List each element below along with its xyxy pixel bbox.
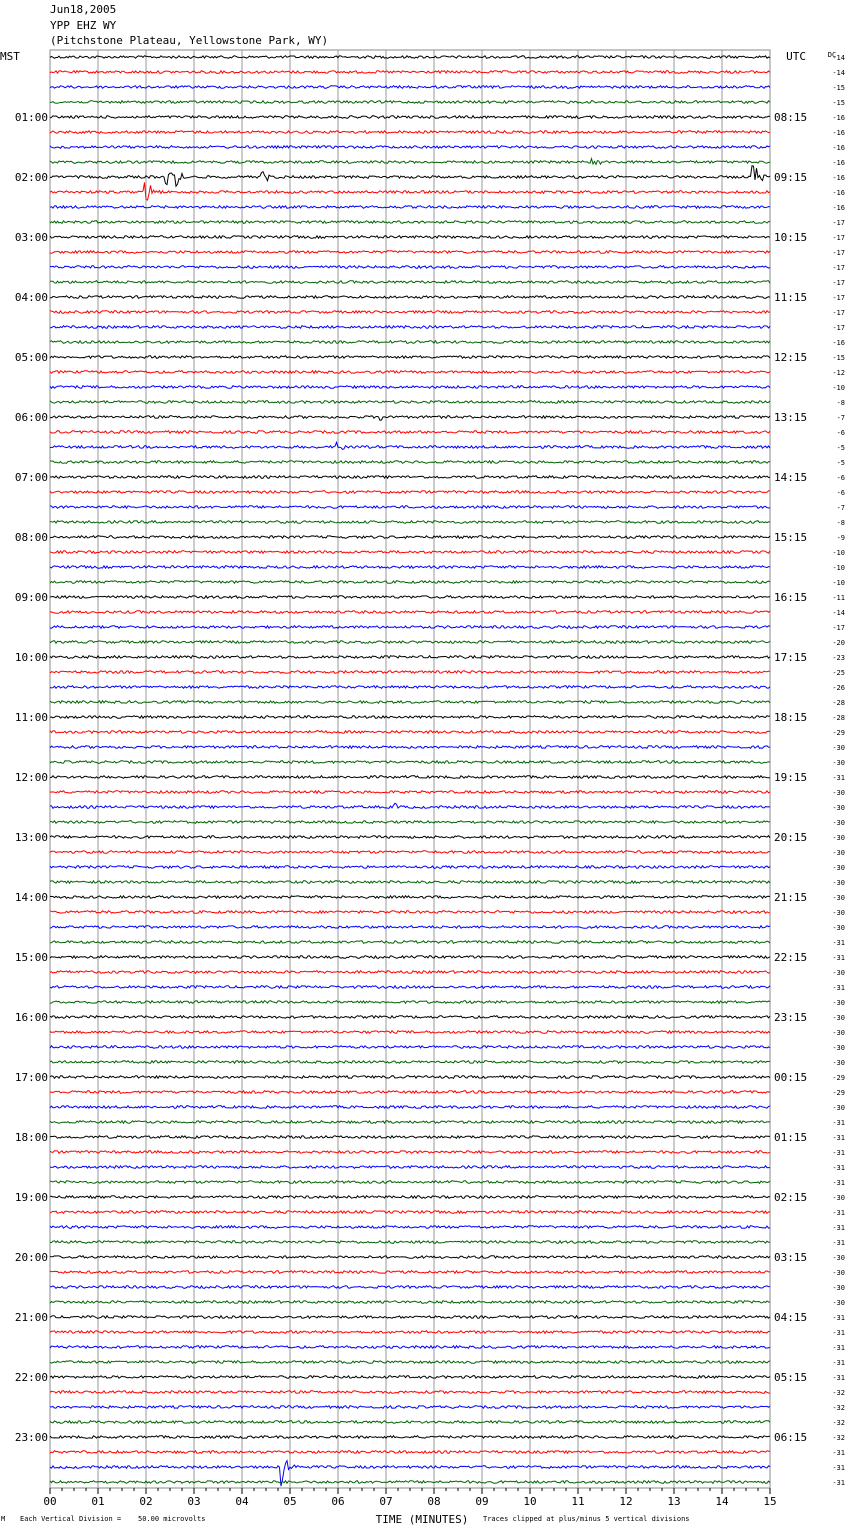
seismic-trace <box>50 296 770 299</box>
seismic-trace <box>50 1226 770 1229</box>
seismic-trace <box>50 731 770 734</box>
dc-offset-label: -6 <box>836 489 845 497</box>
right-hour-label: 11:15 <box>774 291 808 304</box>
dc-offset-label: -29 <box>832 729 845 737</box>
x-tick-label: 09 <box>475 1495 489 1508</box>
seismic-trace <box>50 1031 770 1034</box>
right-hour-label: 02:15 <box>774 1191 808 1204</box>
right-hour-label: 18:15 <box>774 711 808 724</box>
right-hour-label: 21:15 <box>774 891 808 904</box>
x-tick-label: 05 <box>283 1495 297 1508</box>
seismic-trace <box>50 1481 770 1484</box>
dc-offset-label: -16 <box>832 174 845 182</box>
dc-offset-label: -30 <box>832 744 845 752</box>
seismic-trace <box>50 956 770 959</box>
seismic-trace <box>50 416 770 421</box>
dc-offset-label: -10 <box>832 579 845 587</box>
seismic-trace <box>50 1091 770 1094</box>
seismic-trace <box>50 131 770 134</box>
dc-offset-label: -31 <box>832 1344 845 1352</box>
right-hour-label: 20:15 <box>774 831 808 844</box>
dc-offset-label: -31 <box>832 1479 845 1487</box>
x-tick-label: 15 <box>763 1495 777 1508</box>
seismic-trace <box>50 1121 770 1124</box>
seismic-trace <box>50 803 770 808</box>
chart-date: Jun18,2005 <box>50 3 117 16</box>
dc-offset-label: -30 <box>832 849 845 857</box>
dc-offset-label: -31 <box>832 1449 845 1457</box>
seismic-trace <box>50 326 770 329</box>
dc-offset-label: -30 <box>832 819 845 827</box>
dc-offset-label: -30 <box>832 1254 845 1262</box>
seismic-trace <box>50 566 770 569</box>
seismic-trace <box>50 1301 770 1304</box>
x-tick-label: 13 <box>667 1495 681 1508</box>
seismic-trace <box>50 1136 770 1139</box>
dc-offset-label: -16 <box>832 159 845 167</box>
dc-offset-label: -26 <box>832 684 845 692</box>
seismic-trace <box>50 1316 770 1319</box>
seismic-trace <box>50 56 770 59</box>
left-hour-label: 12:00 <box>14 771 48 784</box>
seismic-trace <box>50 71 770 74</box>
dc-offset-label: -30 <box>832 864 845 872</box>
dc-offset-label: -32 <box>832 1404 845 1412</box>
left-hour-label: 19:00 <box>14 1191 48 1204</box>
seismic-trace <box>50 551 770 554</box>
right-hour-label: 06:15 <box>774 1431 808 1444</box>
right-hour-label: 16:15 <box>774 591 808 604</box>
right-hour-label: 12:15 <box>774 351 808 364</box>
seismic-trace <box>50 1196 770 1199</box>
right-hour-label: 15:15 <box>774 531 808 544</box>
dc-offset-label: -15 <box>832 84 845 92</box>
seismic-trace <box>50 701 770 704</box>
dc-offset-label: -28 <box>832 699 845 707</box>
right-hour-label: 04:15 <box>774 1311 808 1324</box>
dc-offset-label: -7 <box>836 504 845 512</box>
dc-offset-label: -17 <box>832 279 845 287</box>
x-tick-label: 04 <box>235 1495 249 1508</box>
seismic-trace <box>50 641 770 644</box>
seismic-trace <box>50 401 770 404</box>
dc-offset-label: -17 <box>832 624 845 632</box>
dc-offset-label: -16 <box>832 204 845 212</box>
dc-offset-label: -31 <box>832 1164 845 1172</box>
dc-offset-label: -17 <box>832 219 845 227</box>
x-axis-label: TIME (MINUTES) <box>375 1513 469 1526</box>
station-location: (Pitchstone Plateau, Yellowstone Park, WY) <box>50 34 329 47</box>
seismic-trace <box>50 1436 770 1439</box>
x-tick-label: 14 <box>715 1495 729 1508</box>
right-hour-label: 10:15 <box>774 231 808 244</box>
dc-offset-label: -31 <box>832 984 845 992</box>
seismic-trace <box>50 221 770 224</box>
x-tick-label: 11 <box>571 1495 585 1508</box>
seismic-trace <box>50 521 770 524</box>
dc-offset-label: -30 <box>832 969 845 977</box>
left-hour-label: 17:00 <box>14 1071 48 1084</box>
left-hour-label: 23:00 <box>14 1431 48 1444</box>
seismic-trace <box>50 1016 770 1019</box>
dc-offset-label: -6 <box>836 429 845 437</box>
dc-offset-label: -7 <box>836 414 845 422</box>
seismic-trace <box>50 1046 770 1049</box>
right-hour-label: 22:15 <box>774 951 808 964</box>
seismic-trace <box>50 1286 770 1289</box>
dc-offset-label: -30 <box>832 759 845 767</box>
seismic-trace <box>50 159 770 165</box>
seismic-trace <box>50 1406 770 1409</box>
left-hour-label: 04:00 <box>14 291 48 304</box>
seismic-trace <box>50 536 770 539</box>
seismic-trace <box>50 1451 770 1454</box>
seismic-trace <box>50 356 770 359</box>
seismic-trace <box>50 941 770 944</box>
dc-offset-label: -5 <box>836 444 845 452</box>
seismic-trace <box>50 1256 770 1259</box>
dc-offset-label: -31 <box>832 1464 845 1472</box>
seismic-trace <box>50 1361 770 1364</box>
dc-offset-label: -31 <box>832 1119 845 1127</box>
x-tick-label: 03 <box>187 1495 201 1508</box>
dc-offset-label: -17 <box>832 264 845 272</box>
seismic-trace <box>50 311 770 314</box>
seismic-trace <box>50 776 770 779</box>
left-axis-label: MST <box>0 50 20 63</box>
dc-offset-label: -9 <box>836 534 845 542</box>
left-hour-label: 08:00 <box>14 531 48 544</box>
left-hour-label: 18:00 <box>14 1131 48 1144</box>
seismic-trace <box>50 716 770 719</box>
station-name: YPP EHZ WY <box>50 19 117 32</box>
seismic-trace <box>50 371 770 374</box>
seismic-trace <box>50 1461 770 1487</box>
dc-offset-label: -23 <box>832 654 845 662</box>
x-tick-label: 08 <box>427 1495 441 1508</box>
seismic-trace <box>50 581 770 584</box>
seismic-trace <box>50 1391 770 1394</box>
dc-offset-label: -32 <box>832 1419 845 1427</box>
dc-offset-label: -31 <box>832 1314 845 1322</box>
right-hour-label: 09:15 <box>774 171 808 184</box>
seismic-trace <box>50 442 770 449</box>
dc-offset-label: -31 <box>832 1359 845 1367</box>
seismic-trace <box>50 836 770 839</box>
seismic-trace <box>50 251 770 254</box>
seismic-trace <box>50 986 770 989</box>
dc-offset-label: -30 <box>832 1299 845 1307</box>
seismic-trace <box>50 506 770 509</box>
right-hour-label: 03:15 <box>774 1251 808 1264</box>
left-hour-label: 13:00 <box>14 831 48 844</box>
left-hour-label: 20:00 <box>14 1251 48 1264</box>
seismic-trace <box>50 1061 770 1064</box>
left-hour-label: 05:00 <box>14 351 48 364</box>
dc-offset-label: -31 <box>832 1149 845 1157</box>
x-tick-label: 01 <box>91 1495 105 1508</box>
right-hour-label: 17:15 <box>774 651 808 664</box>
dc-offset-label: -30 <box>832 924 845 932</box>
seismic-trace <box>50 1106 770 1109</box>
dc-offset-label: -30 <box>832 1059 845 1067</box>
left-hour-label: 16:00 <box>14 1011 48 1024</box>
dc-offset-label: -14 <box>832 69 845 77</box>
seismic-trace <box>50 86 770 89</box>
dc-offset-label: -16 <box>832 114 845 122</box>
dc-offset-label: -31 <box>832 1239 845 1247</box>
dc-offset-label: -32 <box>832 1389 845 1397</box>
right-axis-label: UTC <box>786 50 806 63</box>
seismic-trace <box>50 611 770 614</box>
left-hour-label: 22:00 <box>14 1371 48 1384</box>
seismic-trace <box>50 431 770 434</box>
seismic-trace <box>50 461 770 464</box>
seismic-trace <box>50 101 770 104</box>
right-hour-label: 08:15 <box>774 111 808 124</box>
left-hour-label: 01:00 <box>14 111 48 124</box>
x-tick-label: 02 <box>139 1495 153 1508</box>
dc-offset-label: -16 <box>832 339 845 347</box>
seismic-trace <box>50 476 770 479</box>
dc-offset-label: -10 <box>832 564 845 572</box>
left-hour-label: 14:00 <box>14 891 48 904</box>
dc-offset-label: -10 <box>832 549 845 557</box>
dc-offset-label: -20 <box>832 639 845 647</box>
dc-offset-label: -30 <box>832 909 845 917</box>
dc-offset-label: -5 <box>836 459 845 467</box>
left-hour-label: 07:00 <box>14 471 48 484</box>
seismic-trace <box>50 1271 770 1274</box>
dc-offset-label: -17 <box>832 294 845 302</box>
dc-offset-label: -29 <box>832 1074 845 1082</box>
seismic-trace <box>50 206 770 209</box>
seismic-trace <box>50 386 770 389</box>
dc-offset-label: -16 <box>832 144 845 152</box>
dc-offset-label: -30 <box>832 789 845 797</box>
left-hour-label: 09:00 <box>14 591 48 604</box>
left-hour-label: 02:00 <box>14 171 48 184</box>
seismic-trace <box>50 182 770 200</box>
right-hour-label: 05:15 <box>774 1371 808 1384</box>
dc-offset-label: -15 <box>832 354 845 362</box>
seismic-trace <box>50 1166 770 1169</box>
seismic-trace <box>50 911 770 914</box>
footer-scale: Each Vertical Division = 50.00 microvolts <box>20 1515 206 1523</box>
seismic-trace <box>50 1331 770 1334</box>
dc-offset-label: -17 <box>832 324 845 332</box>
x-tick-label: 07 <box>379 1495 393 1508</box>
x-tick-label: 12 <box>619 1495 633 1508</box>
seismic-trace <box>50 1421 770 1424</box>
footer-clip: Traces clipped at plus/minus 5 vertical divisions <box>483 1515 690 1523</box>
dc-offset-label: -14 <box>832 54 845 62</box>
seismic-trace <box>50 1211 770 1214</box>
x-tick-label: 06 <box>331 1495 345 1508</box>
right-hour-label: 01:15 <box>774 1131 808 1144</box>
left-hour-label: 21:00 <box>14 1311 48 1324</box>
dc-label: DC <box>827 51 837 59</box>
seismic-trace <box>50 971 770 974</box>
seismic-trace <box>50 1376 770 1379</box>
dc-offset-label: -12 <box>832 369 845 377</box>
seismic-trace <box>50 686 770 689</box>
dc-offset-label: -32 <box>832 1434 845 1442</box>
seismic-trace <box>50 791 770 794</box>
seismic-trace <box>50 116 770 119</box>
dc-offset-label: -31 <box>832 1134 845 1142</box>
seismic-trace <box>50 761 770 764</box>
left-hour-label: 03:00 <box>14 231 48 244</box>
dc-offset-label: -30 <box>832 1104 845 1112</box>
dc-offset-label: -31 <box>832 1329 845 1337</box>
seismic-trace <box>50 236 770 239</box>
left-hour-label: 15:00 <box>14 951 48 964</box>
dc-offset-label: -30 <box>832 879 845 887</box>
dc-offset-label: -31 <box>832 939 845 947</box>
seismic-trace <box>50 1346 770 1349</box>
dc-offset-label: -30 <box>832 1014 845 1022</box>
dc-offset-label: -6 <box>836 474 845 482</box>
dc-offset-label: -8 <box>836 399 845 407</box>
dc-offset-label: -25 <box>832 669 845 677</box>
seismic-trace <box>50 626 770 629</box>
seismic-trace <box>50 341 770 344</box>
seismic-trace <box>50 671 770 674</box>
left-hour-label: 10:00 <box>14 651 48 664</box>
x-tick-label: 00 <box>43 1495 57 1508</box>
seismic-trace <box>50 926 770 929</box>
dc-offset-label: -30 <box>832 1269 845 1277</box>
seismic-trace <box>50 491 770 494</box>
dc-offset-label: -16 <box>832 129 845 137</box>
seismic-trace <box>50 896 770 899</box>
seismic-trace <box>50 1151 770 1154</box>
dc-offset-label: -31 <box>832 1224 845 1232</box>
seismic-trace <box>50 821 770 824</box>
seismic-trace <box>50 596 770 599</box>
x-tick-label: 10 <box>523 1495 537 1508</box>
seismic-trace <box>50 746 770 749</box>
dc-offset-label: -8 <box>836 519 845 527</box>
dc-offset-label: -30 <box>832 1194 845 1202</box>
dc-offset-label: -28 <box>832 714 845 722</box>
left-hour-label: 11:00 <box>14 711 48 724</box>
dc-offset-label: -30 <box>832 894 845 902</box>
dc-offset-label: -31 <box>832 1209 845 1217</box>
dc-offset-label: -31 <box>832 1374 845 1382</box>
dc-offset-label: -30 <box>832 999 845 1007</box>
dc-offset-label: -30 <box>832 1029 845 1037</box>
right-hour-label: 13:15 <box>774 411 808 424</box>
seismic-trace <box>50 851 770 854</box>
dc-offset-label: -31 <box>832 774 845 782</box>
dc-offset-label: -17 <box>832 309 845 317</box>
left-hour-label: 06:00 <box>14 411 48 424</box>
seismic-trace <box>50 881 770 884</box>
dc-offset-label: -17 <box>832 249 845 257</box>
seismic-trace <box>50 1241 770 1244</box>
dc-offset-label: -31 <box>832 954 845 962</box>
dc-offset-label: -31 <box>832 1179 845 1187</box>
dc-offset-label: -30 <box>832 1284 845 1292</box>
dc-offset-label: -30 <box>832 804 845 812</box>
seismic-trace <box>50 1181 770 1184</box>
dc-offset-label: -30 <box>832 834 845 842</box>
dc-offset-label: -17 <box>832 234 845 242</box>
right-hour-label: 23:15 <box>774 1011 808 1024</box>
right-hour-label: 14:15 <box>774 471 808 484</box>
dc-offset-label: -11 <box>832 594 845 602</box>
dc-offset-label: -30 <box>832 1044 845 1052</box>
seismic-trace <box>50 656 770 659</box>
seismic-trace <box>50 1001 770 1004</box>
dc-offset-label: -16 <box>832 189 845 197</box>
seismic-trace <box>50 166 770 187</box>
right-hour-label: 00:15 <box>774 1071 808 1084</box>
dc-offset-label: -29 <box>832 1089 845 1097</box>
footer-mark: M <box>1 1515 6 1523</box>
dc-offset-label: -15 <box>832 99 845 107</box>
seismic-trace <box>50 266 770 269</box>
seismic-trace <box>50 866 770 869</box>
right-hour-label: 19:15 <box>774 771 808 784</box>
dc-offset-label: -10 <box>832 384 845 392</box>
seismic-trace <box>50 281 770 284</box>
seismic-trace <box>50 1076 770 1079</box>
seismic-trace <box>50 146 770 149</box>
dc-offset-label: -14 <box>832 609 845 617</box>
